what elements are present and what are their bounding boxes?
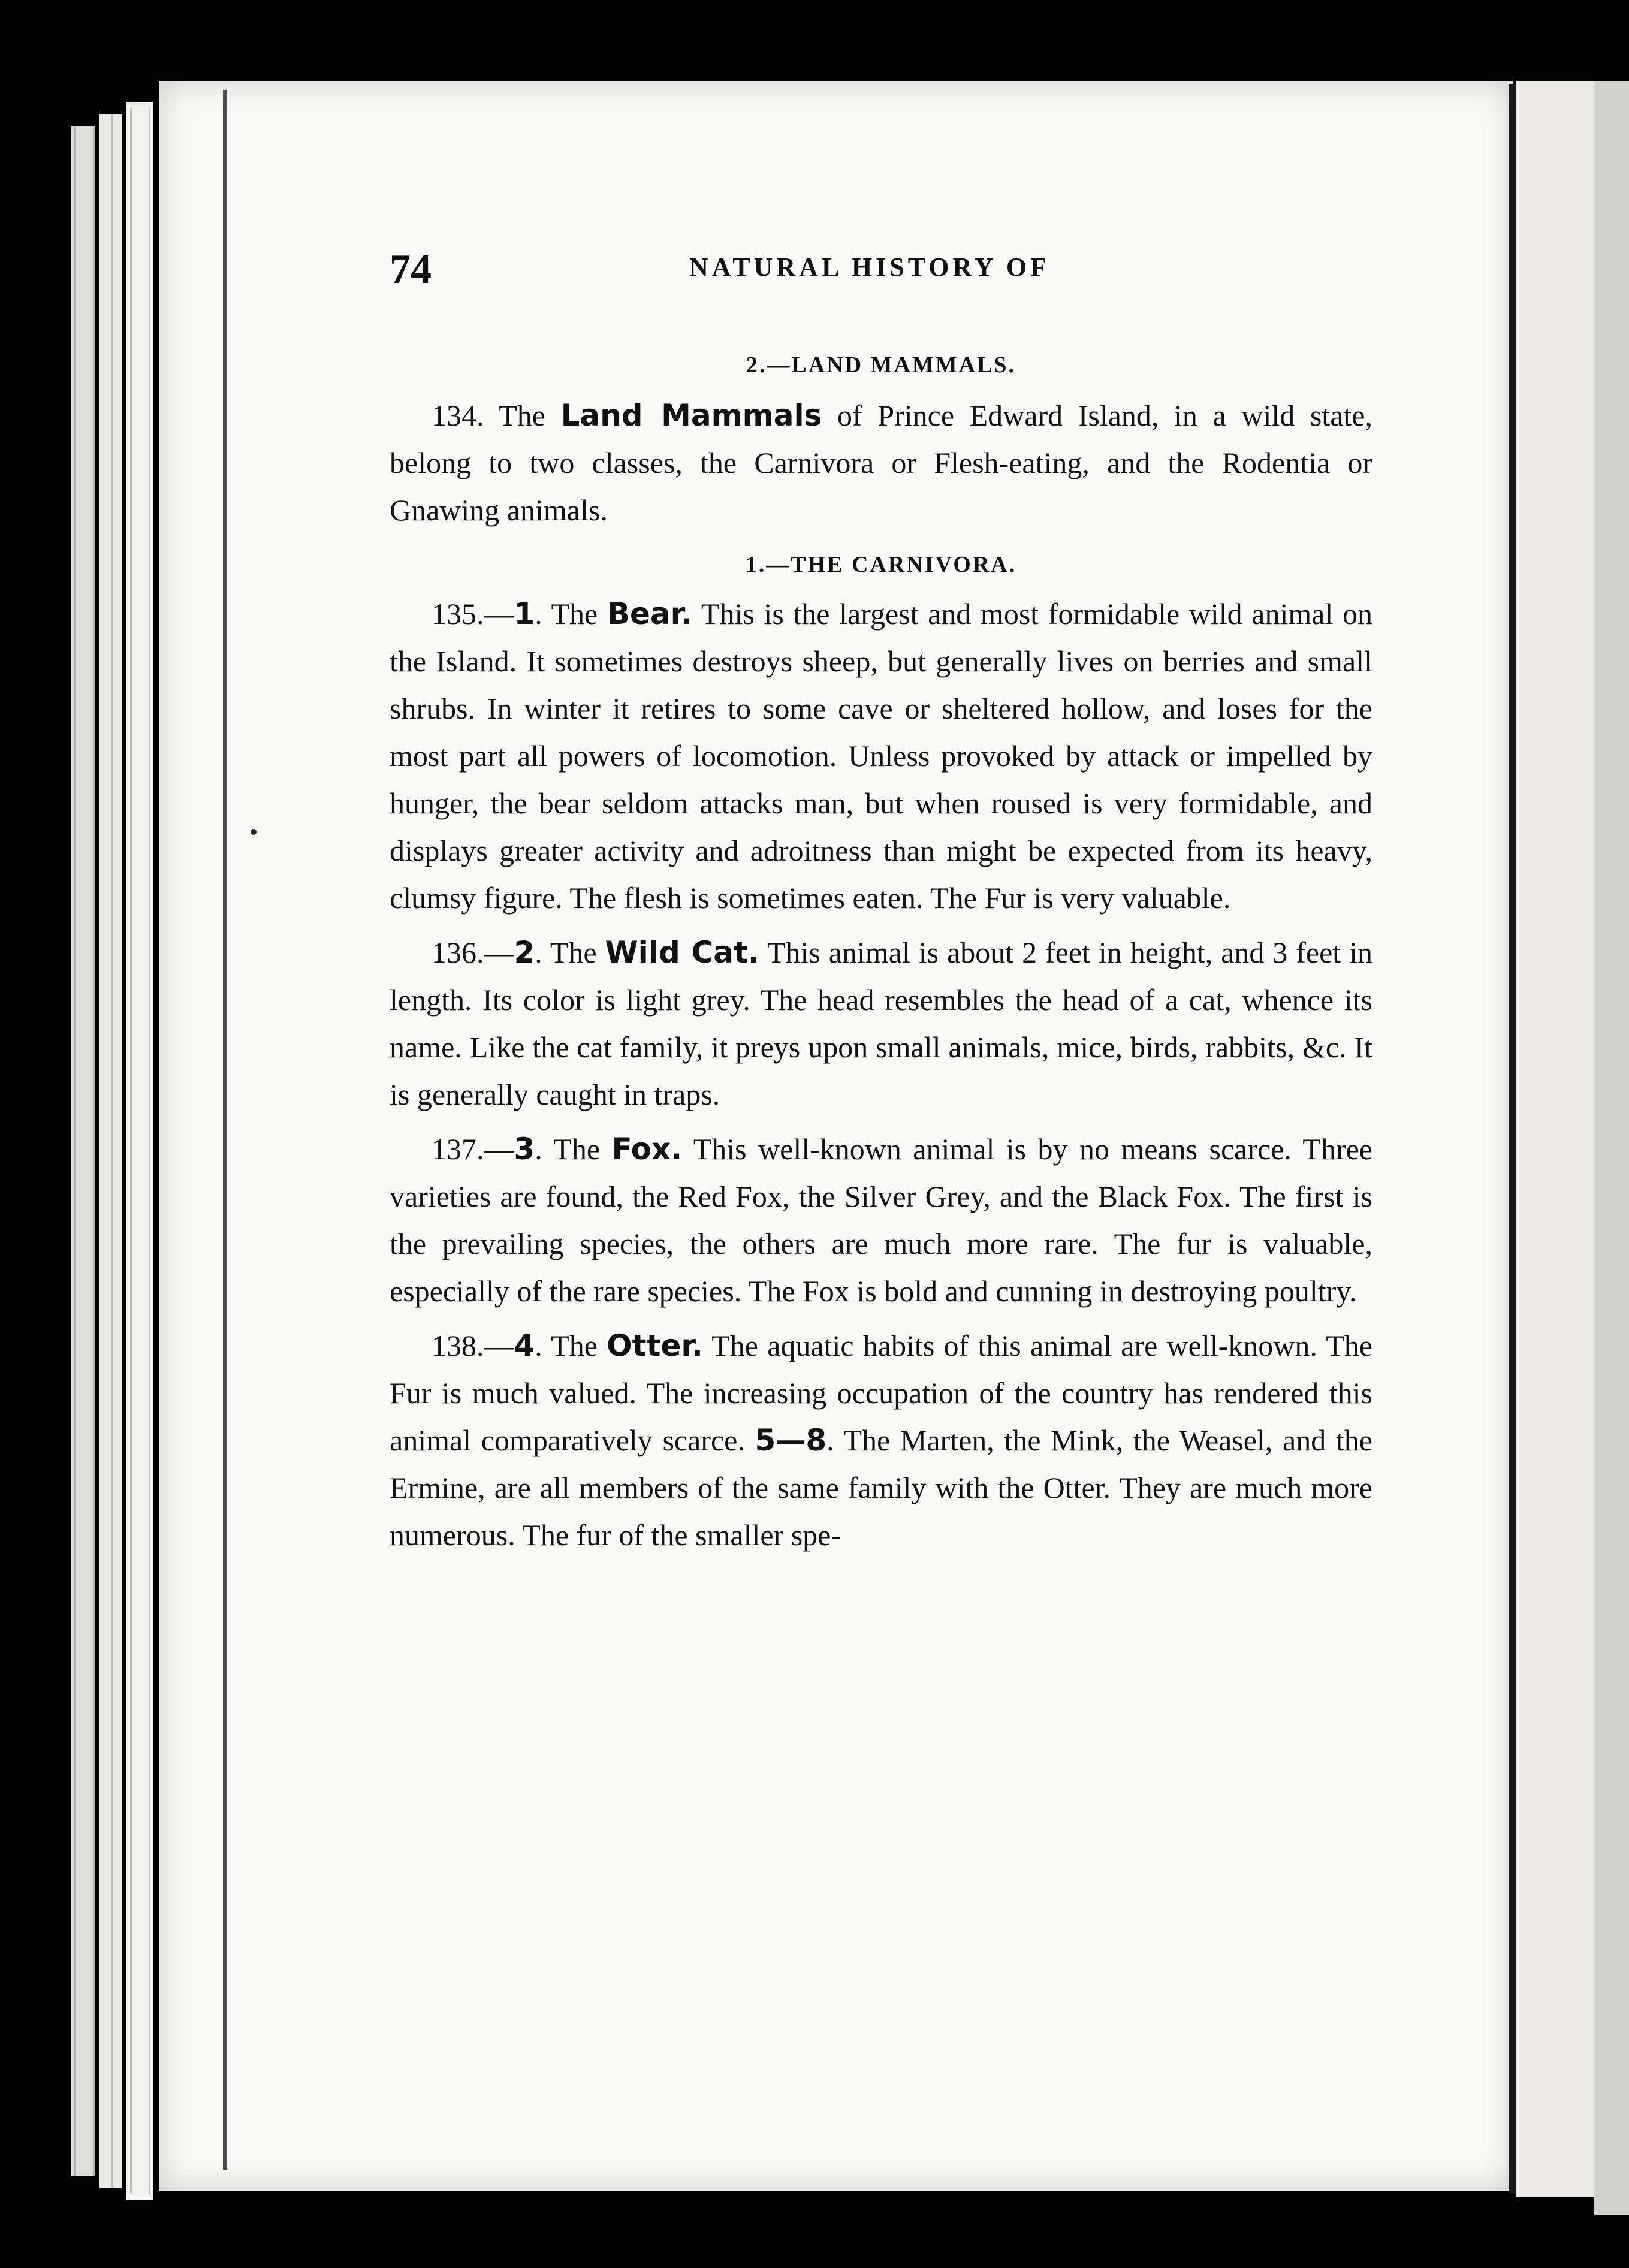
paragraph-number: 136.— — [432, 936, 514, 969]
scan-speck — [251, 829, 257, 835]
paragraph-text: . The Marten, the Mink, the Weasel, and the Ermine, are all members of the same family with the Otter. They are much more numerous. The fur of the smaller spe- — [390, 1423, 1372, 1552]
item-index: 2 — [514, 935, 535, 970]
paragraph-137 — [390, 1126, 1372, 1315]
term-fox: Fox. — [611, 1132, 683, 1166]
paragraph-text: . The — [535, 1329, 607, 1362]
paragraph-text: The — [484, 399, 561, 432]
term-land-mammals: Land Mammals — [560, 398, 822, 433]
page-gutter-line — [223, 90, 227, 2170]
paragraph-136 — [390, 929, 1372, 1118]
term-bear: Bear. — [607, 596, 693, 631]
paragraph-text: This animal is about 2 feet in height, and 3 feet in length. Its color is light grey. The head resembles the head of a cat, whence its name. Like the cat family, it preys upon small animals, mice, birds, rabbits, &c. It is generally caught in traps. — [390, 936, 1372, 1111]
paragraph-text: . The — [535, 597, 607, 631]
item-index: 3 — [514, 1132, 535, 1166]
page-text-block — [390, 246, 1372, 1559]
item-range: 5—8 — [755, 1423, 827, 1458]
paragraph-text: This is the largest and most formidable wild animal on the Island. It sometimes destroys sheep, but generally lives on berries and small shrubs. In winter it retires to some cave or sheltered hollow, and loses for the most part all powers of locomotion. Unless provoked by attack or impelled by hunger, the bear seldom attacks man, but when roused is very formidable, and displays greater activity and adroitness than might be expected from its heavy, clumsy figure. The flesh is sometimes eaten. The Fur is very valuable. — [390, 597, 1372, 915]
paragraph-134 — [390, 392, 1372, 534]
running-head-title: NATURAL HISTORY OF — [689, 252, 1050, 282]
item-index: 1 — [514, 596, 535, 631]
paragraph-135 — [390, 590, 1372, 922]
section-heading: 2.—LAND MAMMALS. — [746, 352, 1016, 378]
term-otter: Otter. — [607, 1328, 703, 1363]
term-wild-cat: Wild Cat. — [605, 935, 759, 970]
page-number: 74 — [390, 246, 432, 292]
facing-page-edge — [1594, 81, 1629, 2215]
page-binding-shadow — [1509, 84, 1516, 2194]
paragraph-number: 138.— — [432, 1329, 514, 1362]
paragraph-number: 135.— — [432, 597, 514, 631]
item-index: 4 — [514, 1328, 535, 1363]
paragraph-number: 137.— — [432, 1132, 514, 1166]
paragraph-number: 134. — [432, 399, 484, 432]
subsection-heading: 1.—THE CARNIVORA. — [745, 552, 1017, 577]
paragraph-text: . The — [535, 936, 605, 969]
paragraph-138 — [390, 1322, 1372, 1559]
paragraph-text: This well-known animal is by no means scarce. Three varieties are found, the Red Fox, the Silver Grey, and the Black Fox. The first is the prevailing species, the others are much more rare. The fur is valuable, especially of the rare species. The Fox is bold and cunning in destroying poultry. — [390, 1132, 1372, 1308]
running-head — [390, 246, 1372, 312]
paragraph-text: The aquatic habits of this animal are well-known. The Fur is much valued. The increasing occupation of the country has rendered this animal comparatively scarce. — [390, 1329, 1372, 1457]
paragraph-text: . The — [535, 1132, 612, 1166]
paragraph-text: of Prince Edward Island, in a wild state, belong to two classes, the Carnivora or Flesh-eating, and the Rodentia or Gnawing animals. — [390, 399, 1372, 527]
